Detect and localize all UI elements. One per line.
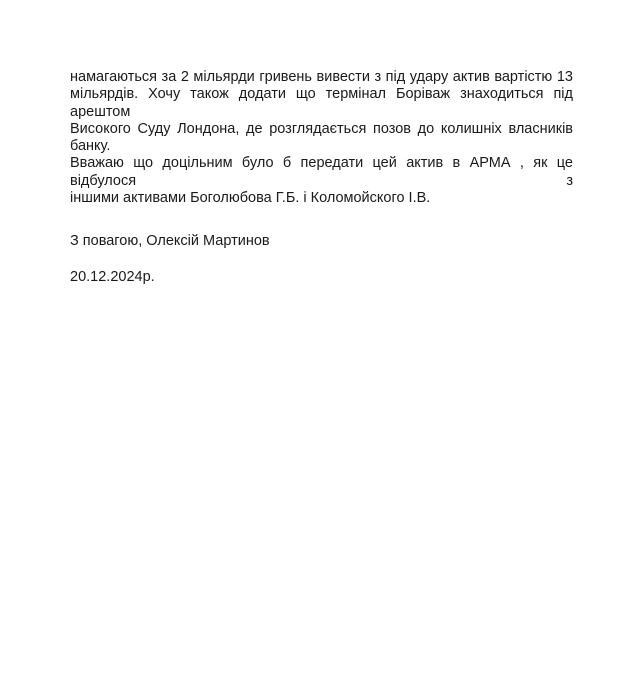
date-line: 20.12.2024р. [70, 268, 155, 285]
paragraph-line: іншими активами Боголюбова Г.Б. і Коломойского І.В. [70, 190, 431, 207]
letter-content [70, 69, 573, 286]
paragraph-line: мільярдів. Хочу також додати що термінал Боріваж знаходиться під арештом [70, 86, 573, 120]
letter-paragraph [70, 69, 573, 207]
paragraph-line: намагаються за 2 мільярди гривень вивести з під удару актив вартістю 13 [70, 69, 573, 85]
paragraph-line: Високого Суду Лондона, де розглядається позов до колишніх власників банку. [70, 120, 573, 155]
signature-line: З повагою, Олексій Мартинов [70, 233, 270, 250]
paragraph-line: Вважаю що доцільним було б передати цей актив в АРМА , як це відбулося з [70, 155, 573, 189]
